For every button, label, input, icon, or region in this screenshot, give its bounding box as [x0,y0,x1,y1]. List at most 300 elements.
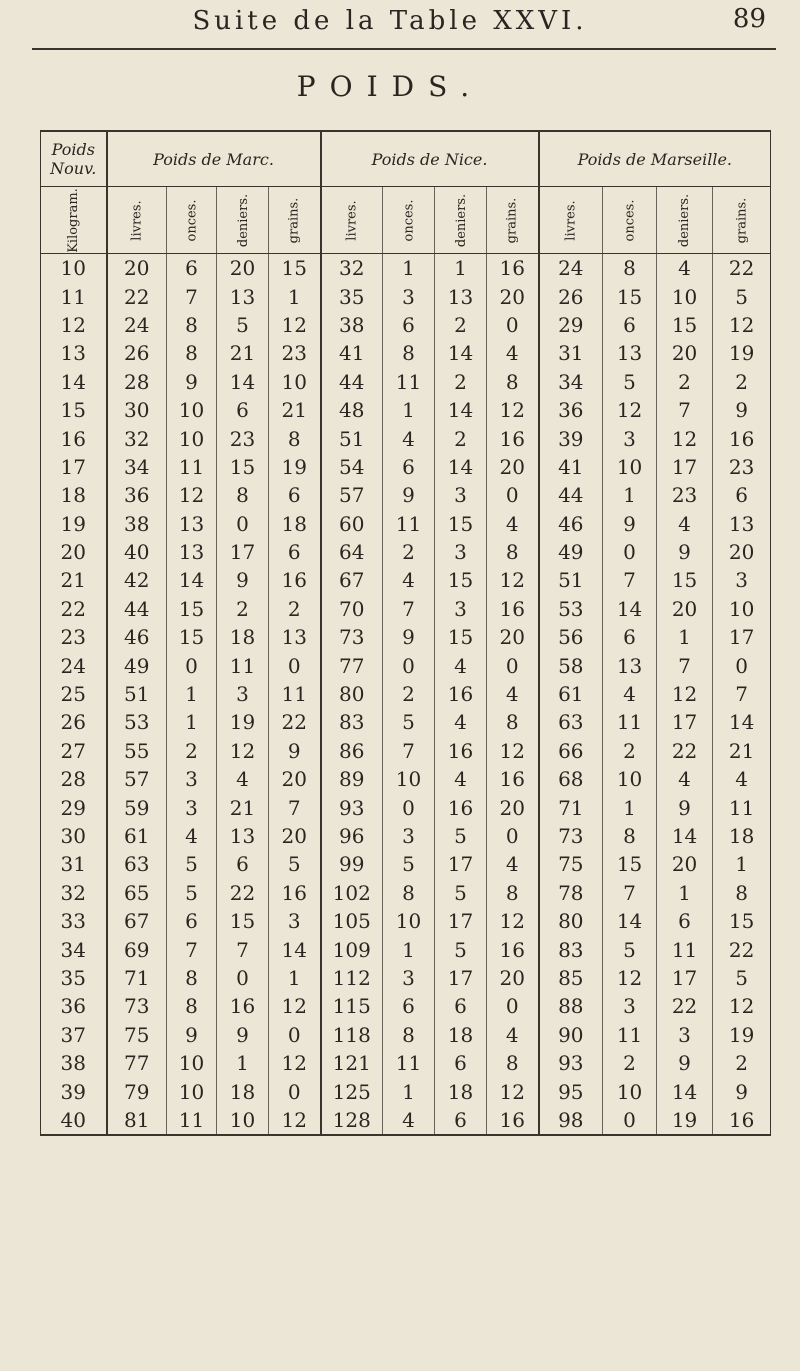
table-cell: 37 [41,1021,107,1049]
table-cell: 8 [603,254,657,283]
table-cell: 1 [383,935,435,963]
table-cell: 5 [217,311,269,339]
table-cell: 29 [41,793,107,821]
unit-label: grains. [504,197,520,243]
table-cell: 20 [487,623,539,651]
table-cell: 18 [217,1077,269,1105]
table-cell: 1 [383,254,435,283]
table-cell: 44 [107,595,167,623]
table-cell: 4 [487,339,539,367]
table-cell: 3 [383,282,435,310]
table-row [41,879,771,907]
table-cell: 21 [217,339,269,367]
table-cell: 51 [321,424,383,452]
table-cell: 28 [41,765,107,793]
table-cell: 78 [539,879,603,907]
table-cell: 16 [41,424,107,452]
table-cell: 64 [321,538,383,566]
table-cell: 0 [603,1106,657,1135]
table-cell: 22 [713,254,771,283]
table-cell: 6 [435,1106,487,1135]
table-row [41,396,771,424]
unit-header [539,187,603,254]
table-cell: 0 [269,1021,321,1049]
table-cell: 1 [167,708,217,736]
table-cell: 14 [435,339,487,367]
table-cell: 30 [41,822,107,850]
unit-header [713,187,771,254]
table-cell: 12 [269,1106,321,1135]
table-cell: 34 [107,453,167,481]
table-cell: 4 [487,1021,539,1049]
table-cell: 1 [657,623,713,651]
table-cell: 6 [657,907,713,935]
table-row [41,850,771,878]
table-cell: 6 [217,396,269,424]
table-cell: 12 [657,680,713,708]
table-cell: 20 [107,254,167,283]
table-cell: 6 [383,311,435,339]
table-cell: 4 [603,680,657,708]
table-row [41,311,771,339]
table-cell: 71 [539,793,603,821]
table-cell: 2 [435,311,487,339]
table-cell: 41 [539,453,603,481]
table-cell: 34 [41,935,107,963]
table-cell: 0 [487,822,539,850]
table-cell: 34 [539,368,603,396]
table-cell: 6 [435,1049,487,1077]
table-cell: 80 [321,680,383,708]
table-cell: 8 [383,1021,435,1049]
table-cell: 42 [107,566,167,594]
table-cell: 53 [539,595,603,623]
table-cell: 10 [383,765,435,793]
table-cell: 1 [217,1049,269,1077]
table-cell: 16 [487,765,539,793]
table-cell: 7 [383,737,435,765]
table-cell: 5 [435,935,487,963]
table-cell: 5 [383,708,435,736]
table-cell: 11 [383,1049,435,1077]
table-cell: 118 [321,1021,383,1049]
table-row [41,254,771,283]
table-cell: 68 [539,765,603,793]
table-row [41,510,771,538]
table-cell: 14 [41,368,107,396]
unit-header [435,187,487,254]
table-cell: 11 [269,680,321,708]
table-cell: 23 [269,339,321,367]
table-cell: 4 [435,765,487,793]
unit-header [487,187,539,254]
running-head: Suite de la Table XXVI. [192,6,588,36]
table-cell: 6 [383,992,435,1020]
table-cell: 3 [383,822,435,850]
table-cell: 14 [603,907,657,935]
table-cell: 7 [657,651,713,679]
table-cell: 3 [269,907,321,935]
table-title: POIDS. [296,70,484,103]
table-cell: 1 [383,396,435,424]
table-row [41,1106,771,1135]
table-cell: 24 [41,651,107,679]
table-cell: 15 [217,453,269,481]
table-row [41,708,771,736]
table-cell: 16 [487,595,539,623]
table-cell: 18 [713,822,771,850]
table-cell: 2 [713,1049,771,1077]
table-cell: 12 [713,311,771,339]
table-cell: 0 [383,651,435,679]
table-cell: 20 [487,793,539,821]
table-cell: 25 [41,680,107,708]
table-cell: 14 [217,368,269,396]
table-cell: 10 [657,282,713,310]
table-cell: 19 [41,510,107,538]
table-cell: 10 [167,1077,217,1105]
table-cell: 10 [713,595,771,623]
unit-header [167,187,217,254]
table-cell: 16 [269,879,321,907]
table-cell: 11 [167,453,217,481]
table-cell: 102 [321,879,383,907]
table-cell: 16 [487,1106,539,1135]
table-cell: 0 [487,651,539,679]
table-row [41,765,771,793]
table-row [41,339,771,367]
table-cell: 2 [603,1049,657,1077]
table-cell: 17 [435,907,487,935]
table-cell: 4 [487,850,539,878]
table-cell: 10 [217,1106,269,1135]
table-cell: 18 [217,623,269,651]
table-cell: 57 [321,481,383,509]
table-cell: 1 [167,680,217,708]
table-cell: 4 [657,510,713,538]
table-cell: 38 [321,311,383,339]
table-cell: 14 [269,935,321,963]
table-cell: 1 [603,793,657,821]
table-cell: 5 [713,964,771,992]
table-cell: 22 [217,879,269,907]
table-cell: 12 [487,566,539,594]
table-cell: 26 [539,282,603,310]
table-cell: 6 [383,453,435,481]
table-cell: 10 [269,368,321,396]
table-cell: 99 [321,850,383,878]
table-cell: 39 [539,424,603,452]
table-cell: 17 [435,850,487,878]
table-cell: 16 [713,424,771,452]
table-cell: 4 [217,765,269,793]
table-cell: 8 [167,992,217,1020]
table-cell: 80 [539,907,603,935]
table-cell: 61 [539,680,603,708]
table-cell: 7 [269,793,321,821]
table-cell: 13 [217,282,269,310]
unit-header [321,187,383,254]
table-cell: 20 [41,538,107,566]
table-cell: 11 [41,282,107,310]
table-cell: 12 [487,1077,539,1105]
table-row [41,935,771,963]
table-cell: 7 [167,935,217,963]
table-row [41,368,771,396]
group-header-nice: Poids de Nice. [321,131,539,187]
unit-label: deniers. [236,193,252,247]
table-cell: 3 [217,680,269,708]
group-header-nouv: Poids Nouv. [41,131,107,187]
table-cell: 75 [107,1021,167,1049]
table-cell: 32 [107,424,167,452]
table-cell: 41 [321,339,383,367]
table-cell: 112 [321,964,383,992]
table-cell: 8 [487,368,539,396]
table-cell: 10 [383,907,435,935]
unit-label: livres. [563,199,579,241]
table-cell: 20 [269,765,321,793]
table-cell: 23 [713,453,771,481]
table-cell: 13 [603,651,657,679]
table-cell: 12 [487,907,539,935]
table-cell: 95 [539,1077,603,1105]
table-cell: 10 [167,396,217,424]
table-cell: 26 [41,708,107,736]
table-cell: 9 [657,538,713,566]
table-cell: 14 [657,822,713,850]
table-cell: 59 [107,793,167,821]
table-cell: 11 [713,793,771,821]
table-cell: 36 [539,396,603,424]
table-cell: 27 [41,737,107,765]
table-cell: 10 [41,254,107,283]
table-cell: 1 [383,1077,435,1105]
table-cell: 18 [269,510,321,538]
table-cell: 105 [321,907,383,935]
table-cell: 6 [269,481,321,509]
table-cell: 2 [603,737,657,765]
table-cell: 30 [107,396,167,424]
unit-header [383,187,435,254]
table-cell: 9 [657,1049,713,1077]
table-row [41,1021,771,1049]
table-cell: 8 [487,708,539,736]
table-cell: 16 [435,793,487,821]
group-header-marc: Poids de Marc. [107,131,321,187]
table-cell: 8 [713,879,771,907]
table-cell: 19 [269,453,321,481]
table-cell: 9 [217,566,269,594]
unit-header [269,187,321,254]
table-cell: 96 [321,822,383,850]
table-cell: 32 [41,879,107,907]
table-cell: 11 [217,651,269,679]
table-cell: 0 [487,481,539,509]
table-cell: 21 [269,396,321,424]
table-cell: 35 [41,964,107,992]
table-cell: 0 [383,793,435,821]
table-cell: 4 [383,566,435,594]
table-cell: 22 [657,737,713,765]
unit-header [603,187,657,254]
table-cell: 8 [487,538,539,566]
table-cell: 10 [603,765,657,793]
table-cell: 12 [713,992,771,1020]
table-cell: 79 [107,1077,167,1105]
table-cell: 8 [167,339,217,367]
table-cell: 5 [435,822,487,850]
table-cell: 7 [713,680,771,708]
table-cell: 8 [217,481,269,509]
table-row [41,737,771,765]
table-cell: 56 [539,623,603,651]
table-cell: 2 [383,538,435,566]
table-cell: 38 [41,1049,107,1077]
table-cell: 8 [383,879,435,907]
unit-label: deniers. [454,193,470,247]
table-cell: 19 [713,1021,771,1049]
table-cell: 5 [383,850,435,878]
table-row [41,481,771,509]
table-cell: 75 [539,850,603,878]
table-cell: 13 [41,339,107,367]
unit-label: deniers. [677,193,693,247]
table-cell: 65 [107,879,167,907]
table-cell: 6 [167,254,217,283]
table-cell: 44 [321,368,383,396]
table-body [41,254,771,1136]
table-cell: 73 [107,992,167,1020]
table-cell: 6 [435,992,487,1020]
table-row [41,651,771,679]
table-cell: 15 [269,254,321,283]
table-cell: 21 [217,793,269,821]
table-cell: 14 [435,453,487,481]
table-cell: 4 [657,765,713,793]
table-cell: 14 [435,396,487,424]
table-cell: 5 [713,282,771,310]
page-number: 89 [732,4,766,34]
table-cell: 3 [713,566,771,594]
table-cell: 2 [435,424,487,452]
table-cell: 9 [383,623,435,651]
table-cell: 3 [603,424,657,452]
table-row [41,424,771,452]
table-cell: 0 [217,510,269,538]
table-cell: 9 [383,481,435,509]
table-cell: 4 [657,254,713,283]
table-cell: 17 [435,964,487,992]
table-cell: 20 [487,453,539,481]
table-row [41,907,771,935]
table-cell: 86 [321,737,383,765]
unit-label: grains. [286,197,302,243]
table-cell: 16 [217,992,269,1020]
table-cell: 16 [269,566,321,594]
table-cell: 0 [217,964,269,992]
table-cell: 23 [217,424,269,452]
table-cell: 15 [167,595,217,623]
table-cell: 12 [487,737,539,765]
table-cell: 17 [657,453,713,481]
table-cell: 67 [107,907,167,935]
table-cell: 12 [269,1049,321,1077]
table-cell: 8 [487,879,539,907]
table-cell: 12 [217,737,269,765]
table-cell: 17 [217,538,269,566]
table-cell: 66 [539,737,603,765]
table-cell: 60 [321,510,383,538]
table-cell: 8 [269,424,321,452]
table-cell: 2 [657,368,713,396]
table-cell: 13 [269,623,321,651]
table-cell: 1 [435,254,487,283]
table-cell: 10 [603,453,657,481]
header-rule [32,48,776,50]
table-cell: 6 [269,538,321,566]
table-cell: 12 [487,396,539,424]
table-cell: 12 [269,311,321,339]
table-cell: 7 [383,595,435,623]
table-cell: 31 [41,850,107,878]
table-cell: 15 [167,623,217,651]
table-cell: 20 [269,822,321,850]
table-cell: 11 [167,1106,217,1135]
table-cell: 0 [167,651,217,679]
table-cell: 11 [603,708,657,736]
table-cell: 89 [321,765,383,793]
table-cell: 4 [713,765,771,793]
table-cell: 9 [167,368,217,396]
unit-label: grains. [734,197,750,243]
table-row [41,822,771,850]
table-cell: 73 [321,623,383,651]
unit-label: onces. [401,199,417,241]
table-cell: 7 [657,396,713,424]
table-cell: 51 [539,566,603,594]
table-cell: 2 [713,368,771,396]
table-cell: 11 [383,510,435,538]
table-cell: 21 [713,737,771,765]
table-cell: 20 [657,595,713,623]
table-cell: 26 [107,339,167,367]
table-cell: 63 [107,850,167,878]
table-cell: 10 [167,1049,217,1077]
table-cell: 15 [435,623,487,651]
table-cell: 12 [41,311,107,339]
table-cell: 9 [713,1077,771,1105]
table-cell: 6 [603,623,657,651]
table-cell: 3 [383,964,435,992]
table-cell: 1 [269,964,321,992]
table-cell: 22 [269,708,321,736]
table-cell: 22 [41,595,107,623]
unit-label: livres. [344,199,360,241]
table-cell: 13 [217,822,269,850]
table-row [41,566,771,594]
table-cell: 20 [487,282,539,310]
table-cell: 16 [487,254,539,283]
table-cell: 93 [539,1049,603,1077]
table-cell: 4 [383,424,435,452]
table-cell: 2 [167,737,217,765]
table-cell: 35 [321,282,383,310]
table-cell: 19 [713,339,771,367]
table-cell: 46 [539,510,603,538]
table-cell: 9 [603,510,657,538]
table-cell: 8 [167,964,217,992]
